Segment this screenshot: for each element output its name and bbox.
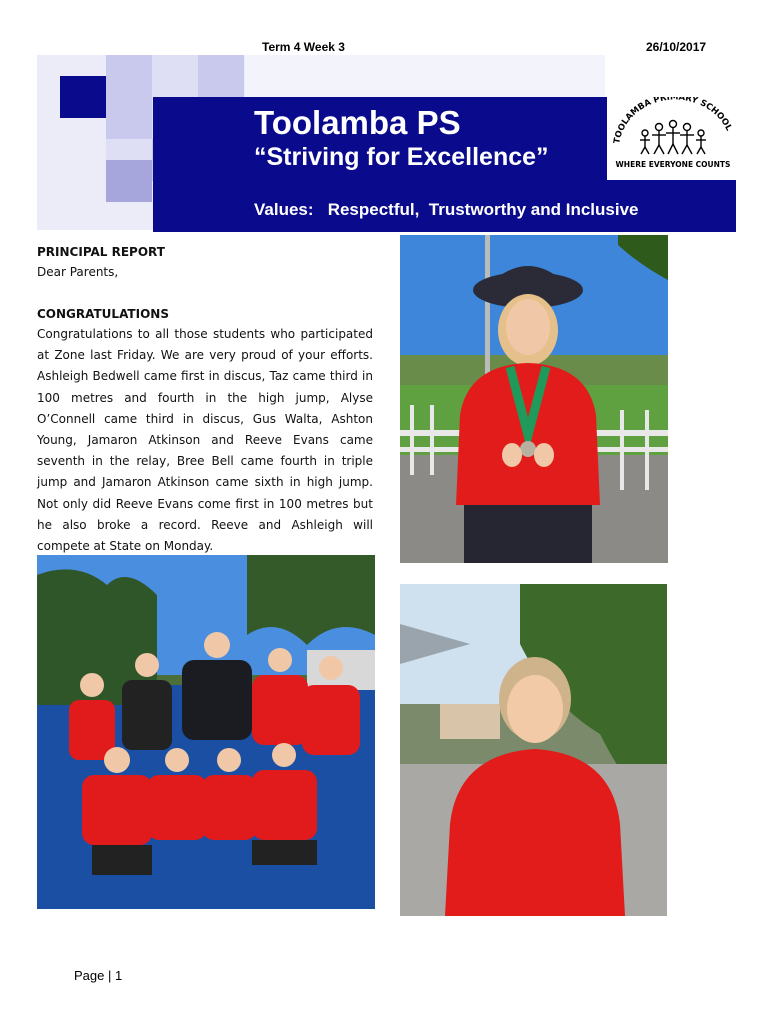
page-number: Page | 1 bbox=[74, 968, 123, 983]
stick-figures-icon bbox=[640, 121, 706, 155]
newsletter-date: 26/10/2017 bbox=[646, 40, 707, 54]
photo-medal-winner bbox=[400, 235, 668, 563]
greeting: Dear Parents, bbox=[37, 265, 119, 279]
school-motto: “Striving for Excellence” bbox=[254, 143, 549, 171]
photo-zone-team bbox=[37, 555, 375, 909]
term-week: Term 4 Week 3 bbox=[262, 40, 345, 54]
article-paragraph: Congratulations to all those students who participated at Zone last Friday. We are very proud of your efforts. Ashleigh Bedwell came first in discus, Taz came third in 100 metres and fourth in the high jump, Alyse O’Connell came third in discus, Gus Walta, Ashton Young, Jamaron Atkinson and Reeve Evans came seventh in the relay, Bree Bell came fourth in triple jump and Jamaron Atkinson came sixth in high jump. Not only did Reeve Evans come first in 100 metres but he also broke a record. Reeve and Ashleigh will compete at State on Monday. bbox=[37, 327, 373, 554]
subheading: CONGRATULATIONS bbox=[37, 307, 169, 321]
photo-student-portrait bbox=[400, 584, 667, 916]
school-logo bbox=[607, 97, 739, 180]
logo-tagline: WHERE EVERYONE COUNTS bbox=[615, 160, 731, 169]
school-name: Toolamba PS bbox=[254, 104, 461, 141]
section-heading: PRINCIPAL REPORT bbox=[37, 245, 165, 259]
school-values: Values: Respectful, Trustworthy and Inclusive bbox=[254, 200, 639, 219]
logo-arc-text: TOOLAMBA PRIMARY SCHOOL bbox=[612, 97, 734, 145]
